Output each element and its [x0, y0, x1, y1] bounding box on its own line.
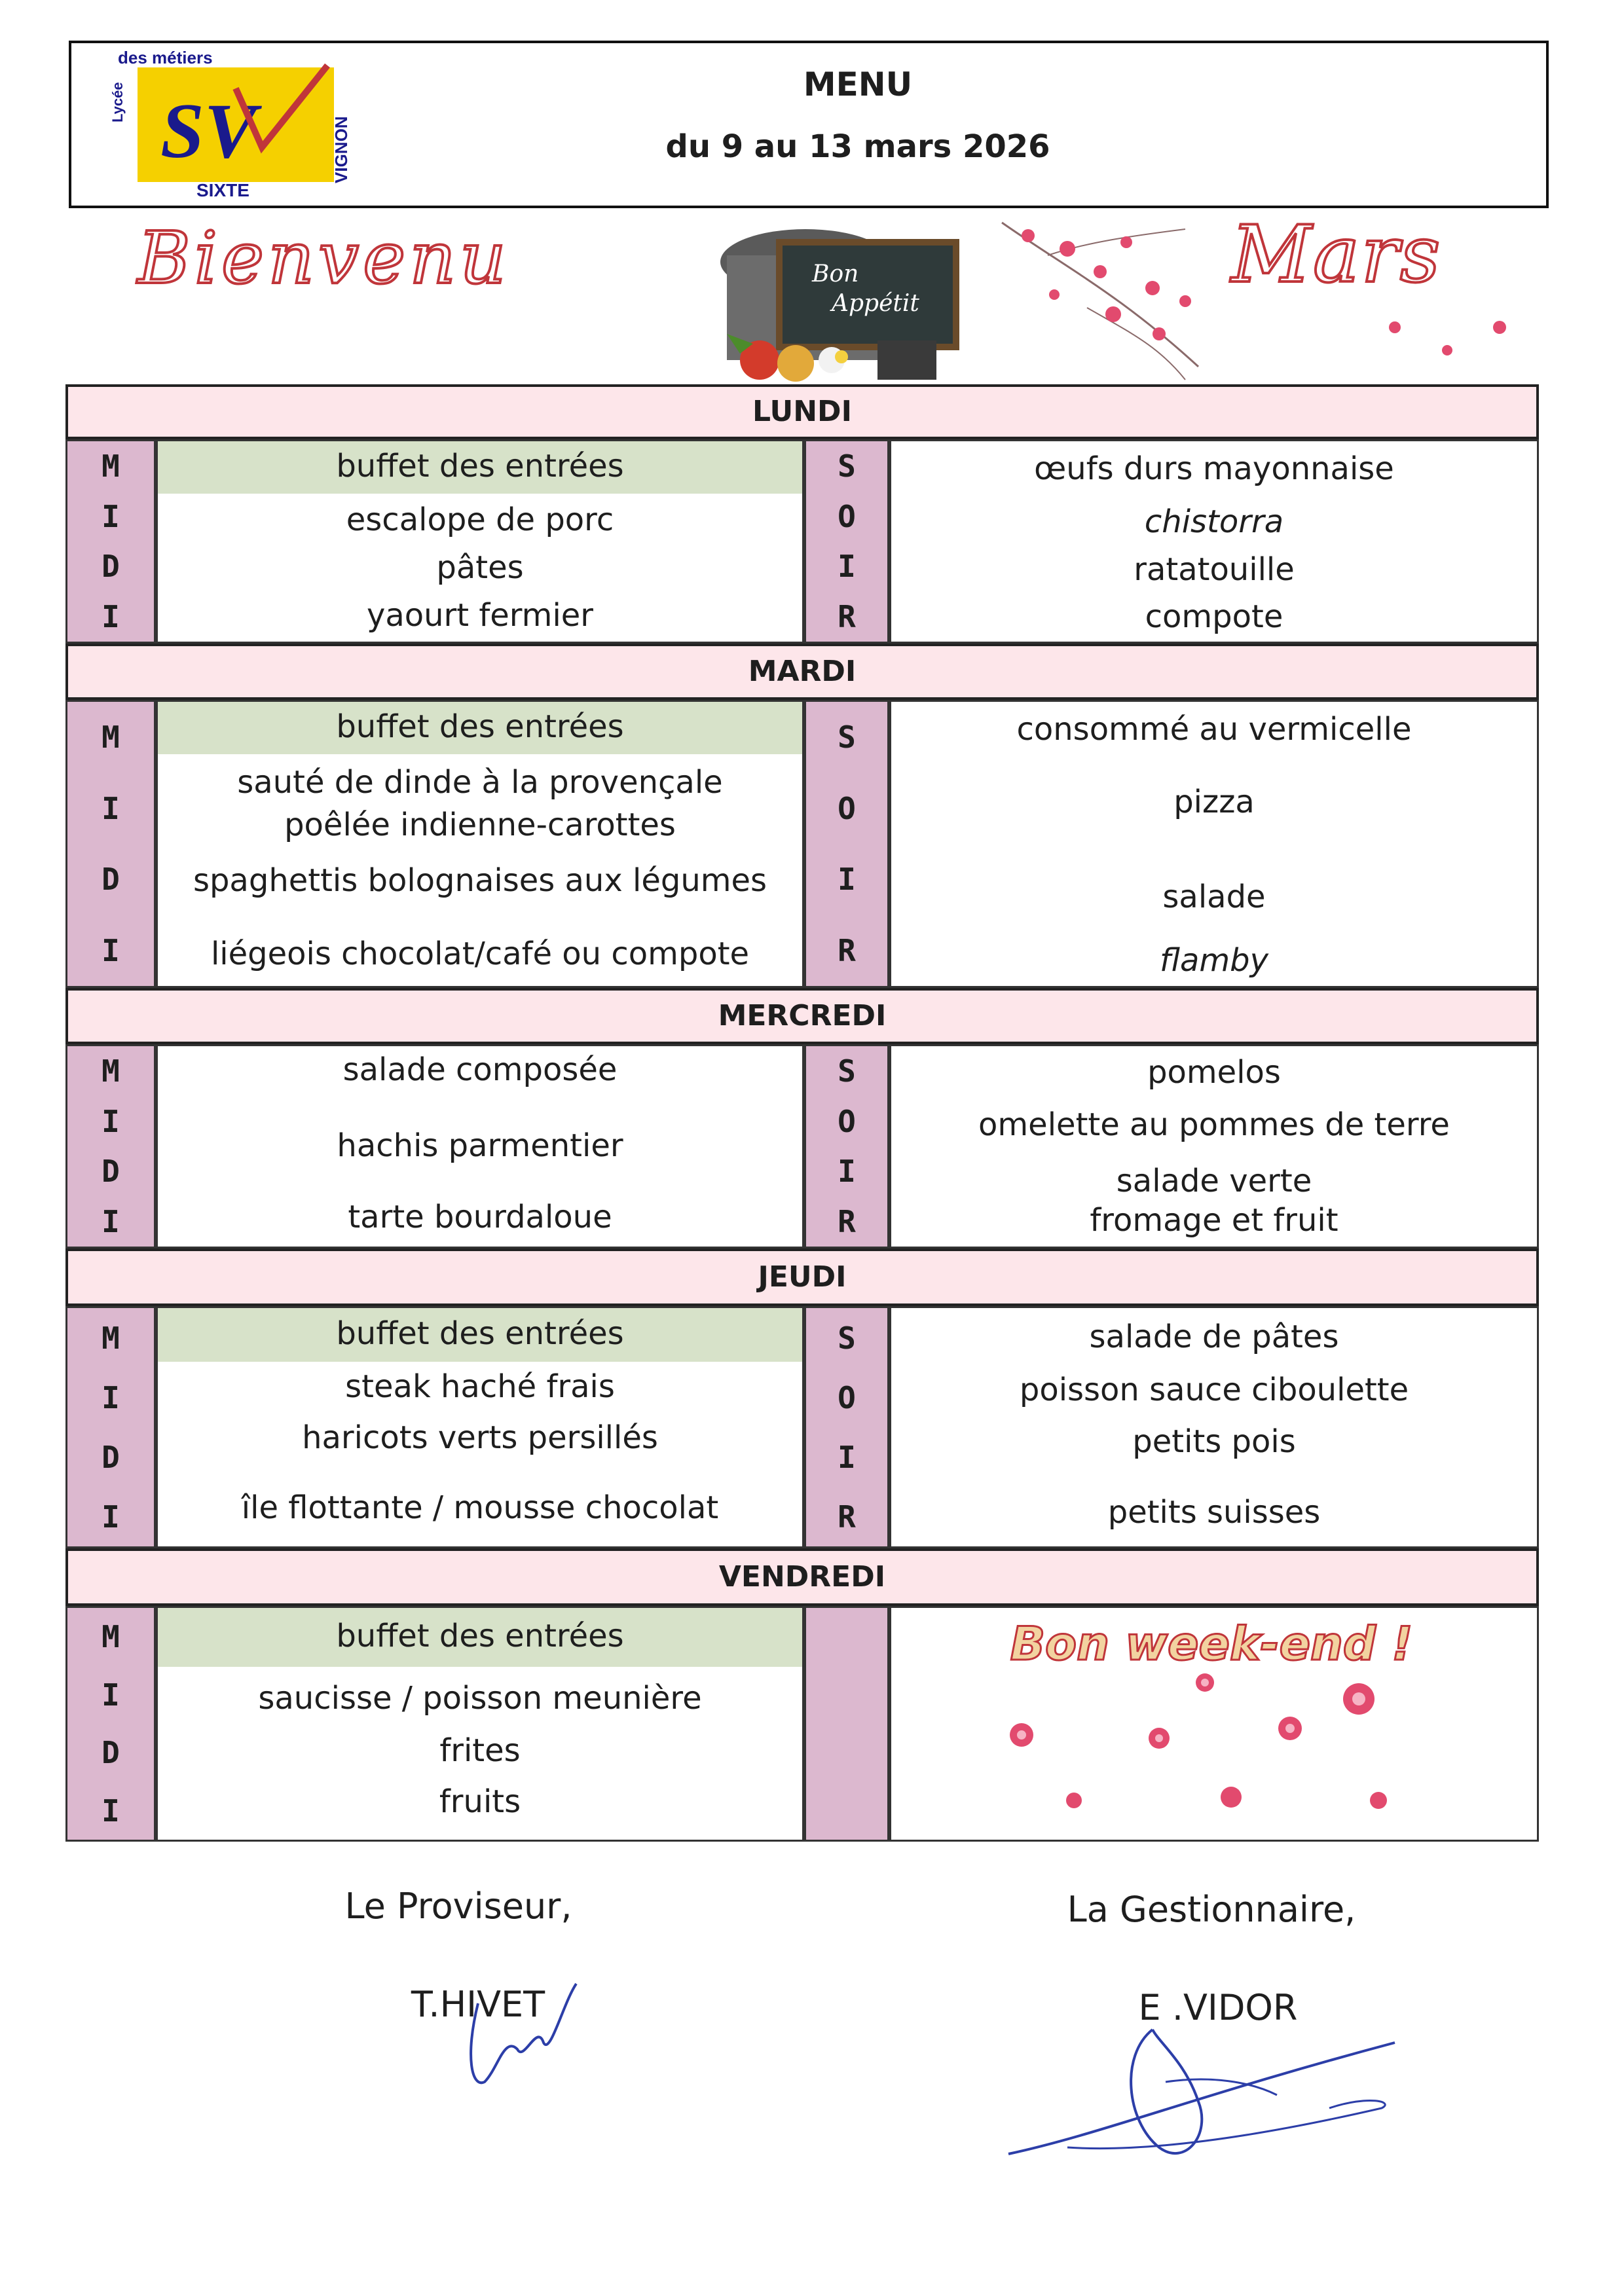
menu-item: spaghettis bolognaises aux légumes	[193, 862, 767, 899]
midi-letter: M	[101, 1619, 120, 1655]
menu-item: salade de pâtes	[1089, 1319, 1339, 1355]
midi-letter: I	[101, 498, 120, 534]
buffet-band: buffet des entrées	[158, 1608, 802, 1667]
midi-letter: I	[101, 1677, 120, 1713]
soir-letter: R	[838, 1203, 856, 1239]
midi-letter: I	[101, 1103, 120, 1139]
midi-letter: D	[101, 1735, 120, 1771]
menu-item: compote	[1145, 598, 1283, 635]
menu-item: consommé au vermicelle	[1016, 711, 1412, 748]
soir-letter: I	[838, 862, 856, 898]
menu-item: petits suisses	[1107, 1494, 1321, 1531]
month-title: Mars	[1231, 210, 1442, 301]
day-header-mardi: MARDI	[65, 644, 1539, 700]
midi-menu	[156, 1306, 804, 1548]
menu-title: MENU	[803, 65, 913, 103]
left-signatory-title: Le Proviseur,	[344, 1886, 572, 1927]
midi-letter: M	[101, 1053, 120, 1089]
midi-letter: I	[101, 932, 120, 968]
menu-item: steak haché frais	[345, 1368, 615, 1405]
proviseur-signature	[458, 1977, 589, 2102]
midi-letter: D	[101, 1439, 120, 1475]
menu-item: frites	[439, 1732, 521, 1769]
menu-item: pizza	[1173, 784, 1255, 820]
soir-column	[804, 439, 889, 644]
scattered-flowers-illustration	[982, 1663, 1441, 1820]
midi-letter: I	[101, 1379, 120, 1415]
school-logo	[111, 49, 386, 200]
soir-column	[804, 700, 889, 988]
midi-letter: M	[101, 720, 120, 756]
soir-letter: R	[838, 598, 856, 634]
menu-item: poêlée indienne-carottes	[284, 807, 676, 843]
midi-menu	[156, 700, 804, 988]
soir-letter: S	[838, 1320, 856, 1356]
menu-item: saucisse / poisson meunière	[258, 1680, 702, 1717]
left-signatory-name: T.HIVET	[411, 1984, 545, 2025]
menu-item: tarte bourdaloue	[348, 1199, 612, 1235]
menu-item: sauté de dinde à la provençale	[237, 764, 723, 801]
soir-letter: O	[838, 498, 856, 534]
soir-letter: I	[838, 1154, 856, 1190]
soir-letter: O	[838, 790, 856, 826]
svg-text:Bon: Bon	[812, 261, 859, 287]
midi-menu	[156, 1606, 804, 1842]
menu-item: fromage et fruit	[1090, 1202, 1338, 1239]
buffet-band: buffet des entrées	[158, 1308, 802, 1362]
midi-menu	[156, 439, 804, 644]
midi-letter: I	[101, 598, 120, 634]
midi-column	[65, 700, 156, 988]
menu-item: ratatouille	[1134, 551, 1295, 588]
day-header-jeudi: JEUDI	[65, 1248, 1539, 1306]
menu-item: flamby	[1159, 942, 1269, 979]
midi-column	[65, 1306, 156, 1548]
right-signatory-title: La Gestionnaire,	[1067, 1889, 1356, 1930]
menu-item: petits pois	[1132, 1423, 1296, 1460]
midi-letter: I	[101, 1499, 120, 1535]
midi-column	[65, 439, 156, 644]
midi-letter: M	[101, 448, 120, 484]
day-header-vendredi: VENDREDI	[65, 1548, 1539, 1606]
menu-item: fruits	[439, 1783, 521, 1820]
menu-item: haricots verts persillés	[302, 1419, 658, 1456]
soir-letter: S	[838, 448, 856, 484]
soir-letter: O	[838, 1379, 856, 1415]
svg-text:SIXTE: SIXTE	[196, 180, 249, 200]
menu-item: pâtes	[436, 549, 524, 586]
midi-letter: I	[101, 1203, 120, 1239]
welcome-title: Bienvenu	[138, 216, 510, 300]
soir-menu	[889, 1306, 1539, 1548]
midi-column	[65, 1044, 156, 1248]
soir-menu	[889, 439, 1539, 644]
menu-item: pomelos	[1147, 1054, 1281, 1091]
midi-letter: M	[101, 1320, 120, 1356]
soir-menu	[889, 700, 1539, 988]
day-header-lundi: LUNDI	[65, 384, 1539, 439]
soir-letter: R	[838, 932, 856, 968]
menu-item: œufs durs mayonnaise	[1034, 450, 1394, 487]
soir-letter: S	[838, 1053, 856, 1089]
soir-column-empty	[804, 1606, 889, 1842]
svg-text:VIGNON: VIGNON	[331, 116, 351, 183]
cooking-pot-chalkboard-illustration	[707, 216, 1015, 386]
day-header-mercredi: MERCREDI	[65, 988, 1539, 1044]
svg-text:Appétit: Appétit	[832, 290, 919, 317]
svg-text:SV: SV	[160, 87, 257, 174]
buffet-band: buffet des entrées	[158, 702, 802, 754]
menu-item: île flottante / mousse chocolat	[241, 1489, 719, 1526]
midi-letter: D	[101, 549, 120, 585]
weekend-message: Bon week-end !	[1010, 1617, 1413, 1671]
soir-column	[804, 1306, 889, 1548]
menu-item: omelette au pommes de terre	[978, 1106, 1450, 1143]
soir-letter: R	[838, 1499, 856, 1535]
menu-item: yaourt fermier	[366, 597, 594, 634]
midi-letter: D	[101, 862, 120, 898]
menu-item: salade verte	[1116, 1163, 1312, 1199]
svg-text:des métiers: des métiers	[118, 48, 213, 67]
menu-item: poisson sauce ciboulette	[1019, 1372, 1409, 1408]
midi-letter: I	[101, 790, 120, 826]
menu-item: salade	[1162, 879, 1266, 915]
menu-item: salade composée	[342, 1051, 618, 1088]
menu-item: liégeois chocolat/café ou compote	[210, 936, 750, 972]
midi-menu	[156, 1044, 804, 1248]
soir-letter: O	[838, 1103, 856, 1139]
midi-letter: D	[101, 1154, 120, 1190]
menu-item: hachis parmentier	[337, 1127, 623, 1164]
soir-column	[804, 1044, 889, 1248]
menu-dates: du 9 au 13 mars 2026	[665, 128, 1050, 165]
soir-letter: I	[838, 1439, 856, 1475]
menu-item: chistorra	[1144, 503, 1284, 540]
soir-letter: S	[838, 720, 856, 756]
buffet-band: buffet des entrées	[158, 441, 802, 494]
svg-text:Lycée: Lycée	[109, 82, 126, 122]
gestionnaire-signature	[1002, 2003, 1408, 2180]
midi-letter: I	[101, 1793, 120, 1829]
midi-column	[65, 1606, 156, 1842]
right-signatory-name: E .VIDOR	[1138, 1987, 1298, 2028]
menu-item: escalope de porc	[346, 501, 614, 538]
soir-menu	[889, 1044, 1539, 1248]
soir-letter: I	[838, 549, 856, 585]
